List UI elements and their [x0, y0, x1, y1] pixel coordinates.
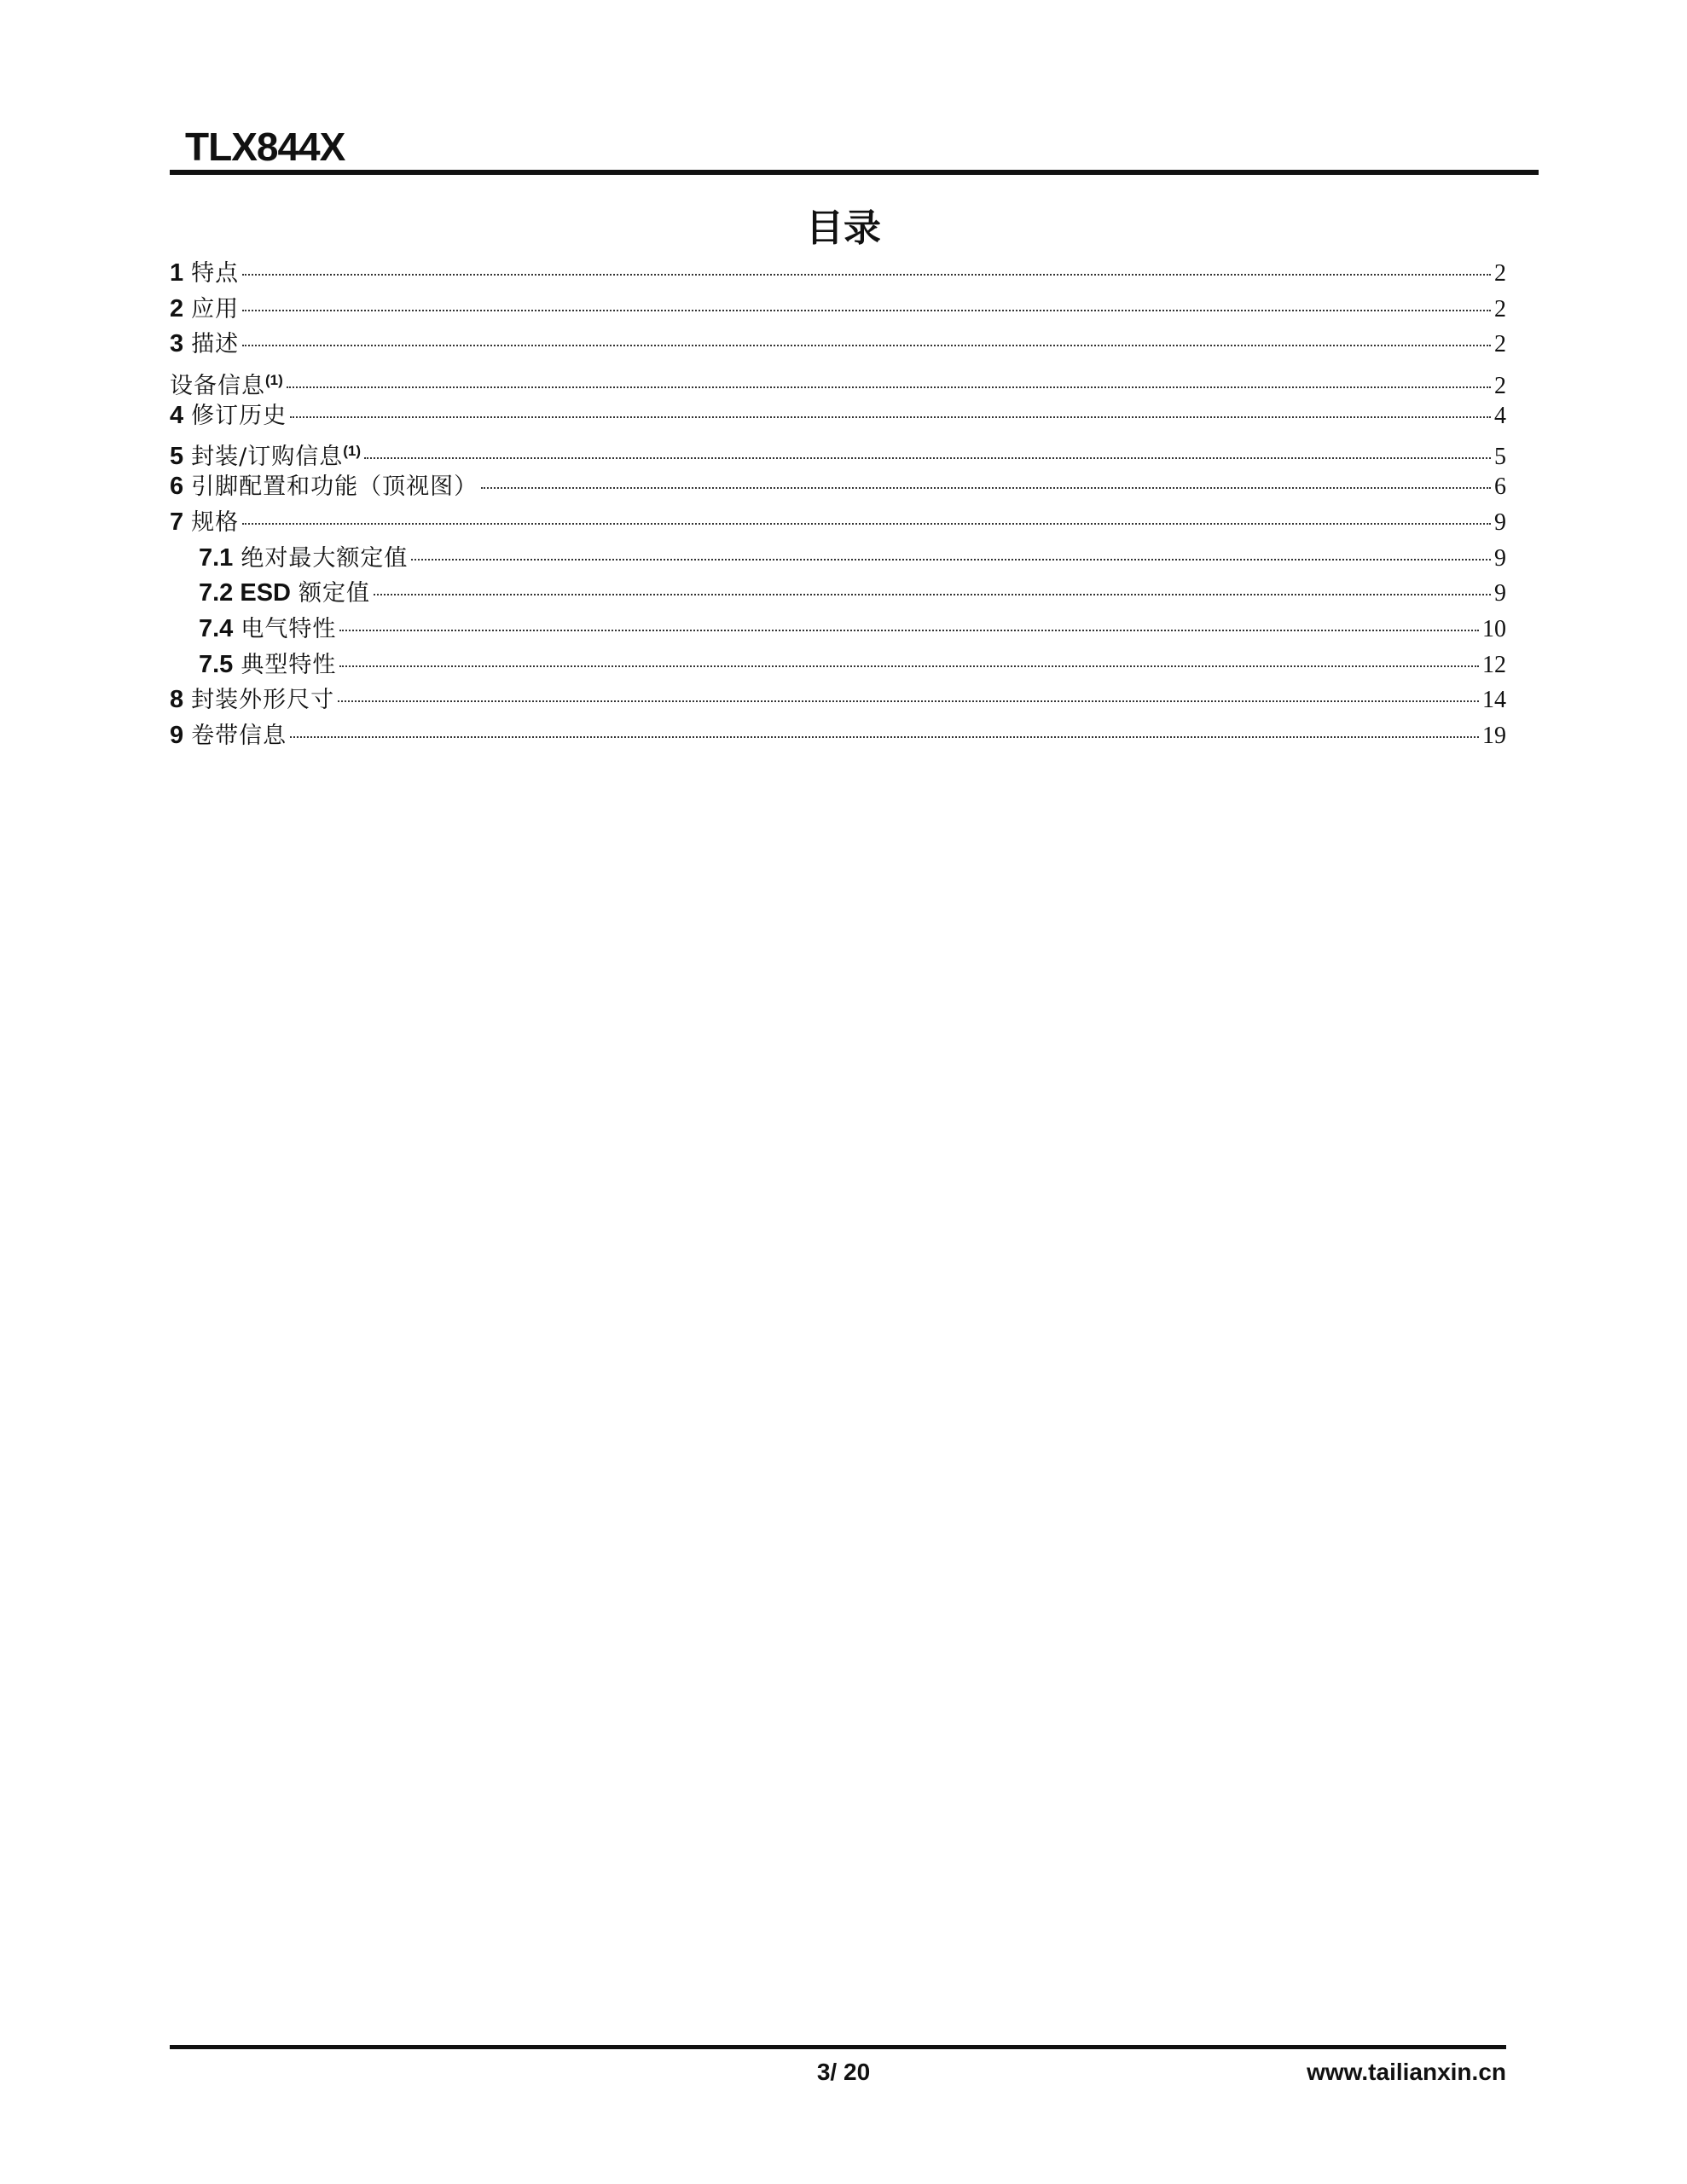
toc-heading: 目录	[806, 206, 881, 250]
toc-entry-page: 2	[1494, 373, 1506, 400]
document-title: TLX844X	[185, 125, 345, 169]
toc-entry-label-text: 特点	[191, 260, 240, 287]
toc-entry[interactable]	[170, 292, 1506, 328]
toc-entry-label-text: 封装外形尺寸	[191, 687, 335, 714]
toc-entry-footnote-marker: (1)	[265, 372, 283, 389]
toc-entry-label	[191, 469, 478, 504]
toc-entry-label	[191, 682, 334, 717]
toc-entry[interactable]	[170, 576, 1506, 612]
toc-entry-number: 8	[170, 686, 184, 714]
toc-entry-label-text: 规格	[191, 508, 240, 536]
toc-entry-label-text: 封装/订购信息	[191, 444, 344, 471]
toc-entry-label	[241, 541, 408, 576]
toc-dot-leader	[242, 345, 1491, 346]
toc-dot-leader	[374, 594, 1491, 595]
toc-entry-number: 4	[170, 401, 184, 429]
toc-dot-leader	[242, 310, 1491, 311]
toc-entry-label	[191, 327, 239, 362]
toc-entry-number: 9	[170, 721, 184, 749]
toc-entry-page: 9	[1494, 544, 1506, 572]
toc-entry-label-text: 修订历史	[191, 402, 287, 429]
toc-entry-label-text: 典型特性	[241, 651, 337, 678]
toc-entry[interactable]	[170, 682, 1506, 718]
toc-entry-label-text: 卷带信息	[191, 722, 287, 749]
toc-entry-label-text: 引脚配置和功能（顶视图）	[191, 473, 478, 501]
toc-entry-page: 2	[1494, 295, 1506, 322]
toc-entry-number: 1	[170, 259, 184, 287]
toc-entry-page: 19	[1482, 722, 1506, 749]
toc-entry-number: 7	[170, 508, 184, 536]
toc-entry-number: 7.4	[199, 614, 234, 642]
toc-entry-number: 6	[170, 473, 184, 501]
toc-dot-leader	[242, 523, 1491, 525]
toc-dot-leader	[290, 416, 1491, 418]
toc-dot-leader	[411, 559, 1491, 561]
toc-entry-label-text: 电气特性	[241, 615, 337, 642]
toc-entry-label-text: 应用	[191, 295, 240, 322]
toc-dot-leader	[287, 386, 1491, 388]
toc-dot-leader	[364, 457, 1491, 459]
toc-entry-label	[299, 576, 370, 611]
toc-entry-label	[191, 718, 287, 753]
toc-entry-page: 4	[1494, 402, 1506, 429]
toc-entry[interactable]	[170, 612, 1506, 648]
toc-dot-leader	[339, 630, 1479, 631]
toc-entry-label-text: 设备信息	[170, 373, 265, 400]
toc-dot-leader	[242, 274, 1491, 276]
toc-entry-page: 2	[1494, 331, 1506, 358]
toc-entry[interactable]	[170, 256, 1506, 292]
footer-page-number: 3/ 20	[816, 2059, 871, 2085]
toc-entry-page: 12	[1482, 651, 1506, 678]
toc-entry[interactable]	[170, 469, 1506, 505]
toc-entry-label	[241, 648, 336, 682]
toc-entry-number: 2	[170, 294, 184, 322]
toc-entry[interactable]	[170, 433, 1506, 469]
toc-entry[interactable]	[170, 363, 1506, 398]
header-rule	[170, 170, 1539, 175]
toc-entry-label	[191, 505, 239, 540]
footer-rule	[170, 2045, 1506, 2049]
toc-entry-label	[191, 256, 239, 291]
toc-dot-leader	[338, 700, 1479, 702]
toc-entry-label-text: 额定值	[299, 580, 370, 607]
toc-dot-leader	[339, 665, 1479, 667]
toc-entry-label	[191, 292, 239, 327]
toc-dot-leader	[290, 736, 1479, 738]
toc-entry-footnote-marker: (1)	[343, 443, 362, 460]
toc-entry-page: 5	[1494, 444, 1506, 471]
toc-entry-label-text: 绝对最大额定值	[241, 544, 409, 572]
footer-website[interactable]: www.tailianxin.cn	[1307, 2059, 1506, 2085]
toc-entry-number: 7.1	[199, 543, 234, 572]
table-of-contents	[170, 256, 1506, 754]
toc-entry-number: 7.2 ESD	[199, 579, 291, 607]
toc-entry-page: 10	[1482, 615, 1506, 642]
toc-entry-label	[241, 612, 336, 647]
toc-entry[interactable]	[170, 505, 1506, 541]
toc-entry-number: 5	[170, 443, 184, 471]
toc-entry-page: 14	[1482, 687, 1506, 714]
page-header	[170, 125, 1539, 169]
toc-entry-page: 9	[1494, 580, 1506, 607]
toc-entry[interactable]	[170, 398, 1506, 434]
toc-entry[interactable]	[170, 327, 1506, 363]
toc-entry-page: 2	[1494, 260, 1506, 287]
toc-entry-page: 6	[1494, 473, 1506, 501]
toc-entry[interactable]	[170, 718, 1506, 754]
toc-entry-label-text: 描述	[191, 331, 240, 358]
toc-entry-number: 7.5	[199, 650, 234, 678]
toc-entry[interactable]	[170, 541, 1506, 577]
toc-entry-number: 3	[170, 330, 184, 358]
toc-entry-label	[191, 398, 287, 433]
toc-dot-leader	[481, 487, 1491, 489]
toc-entry[interactable]	[170, 648, 1506, 683]
toc-entry-page: 9	[1494, 508, 1506, 536]
